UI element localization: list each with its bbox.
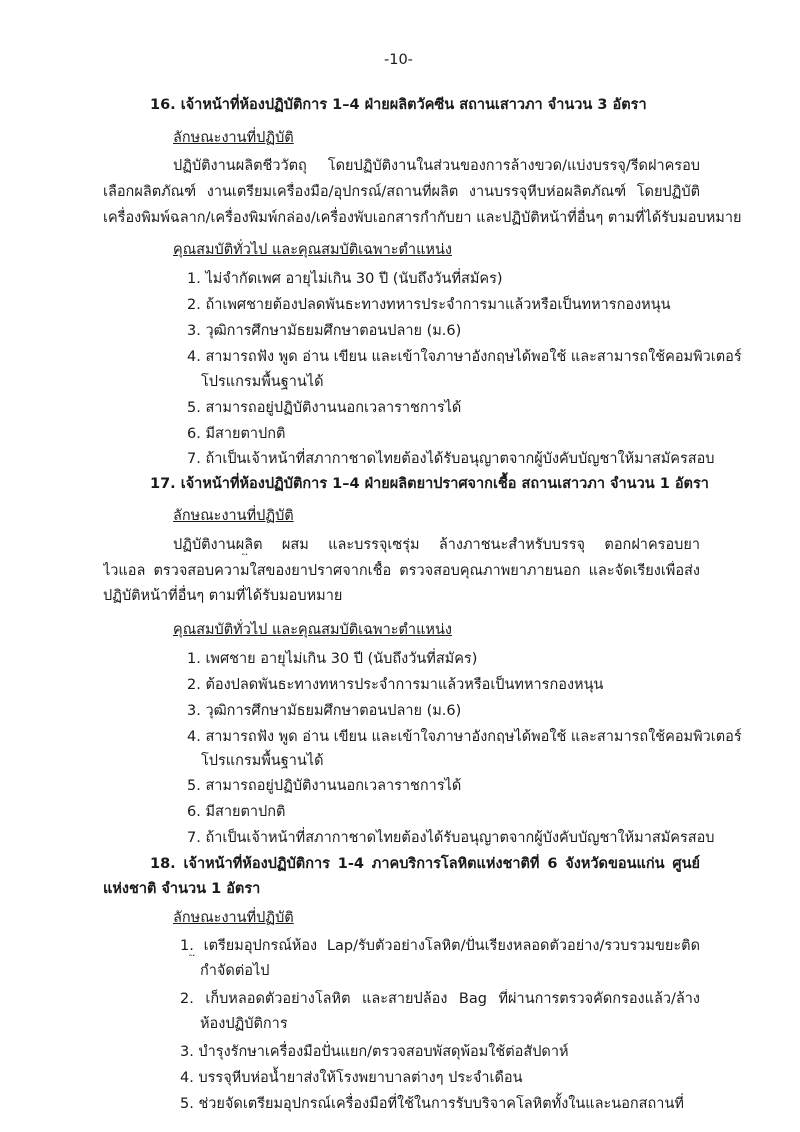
section-18-heading-cont: แห่งชาติ จำนวน 1 อัตรา: [103, 881, 261, 897]
section-18-duty-item: 3. บำรุงรักษาเครื่องมือปั่นแยก/ตรวจสอบพัสดุพ้อมใช้ต่อสัปดาห์: [180, 1044, 569, 1060]
section-16-qual-item: 3. วุฒิการศึกษามัธยมศึกษาตอนปลาย (ม.6): [187, 323, 462, 339]
section-16-qual-item: 7. ถ้าเป็นเจ้าหน้าที่สภากาชาดไทยต้องได้รับอนุญาตจากผู้บังคับบัญชาให้มาสมัครสอบ: [187, 451, 715, 467]
section-18-duty-item-cont: กำจัดต่อไป: [200, 963, 270, 979]
section-17-qual-item: 7. ถ้าเป็นเจ้าหน้าที่สภากาชาดไทยต้องได้รับอนุญาตจากผู้บังคับบัญชาให้มาสมัครสอบ: [187, 830, 715, 846]
section-17-qual-item: 4. สามารถฟัง พูด อ่าน เขียน และเข้าใจภาษาอังกฤษได้พอใช้ และสามารถใช้คอมพิวเตอร์: [187, 729, 742, 745]
section-17-heading: 17. เจ้าหน้าที่ห้องปฏิบัติการ 1–4 ฝ่ายผลิตยาปราศจากเชื้อ สถานเสาวภา จำนวน 1 อัตรา: [150, 476, 709, 492]
section-17-qual-item-cont: โปรแกรมพื้นฐานได้: [201, 753, 324, 769]
section-16-duties-title: ลักษณะงานที่ปฏิบัติ: [173, 130, 294, 146]
section-16-qual-item: 4. สามารถฟัง พูด อ่าน เขียน และเข้าใจภาษาอังกฤษได้พอใช้ และสามารถใช้คอมพิวเตอร์: [187, 349, 742, 365]
section-16-qual-item: 5. สามารถอยู่ปฏิบัติงานนอกเวลาราชการได้: [187, 400, 462, 416]
section-16-heading: 16. เจ้าหน้าที่ห้องปฏิบัติการ 1–4 ฝ่ายผลิตวัคซีน สถานเสาวภา จำนวน 3 อัตรา: [150, 97, 647, 113]
section-18-duty-item: 5. ช่วยจัดเตรียมอุปกรณ์เครื่องมือที่ใช้ในการรับบริจาคโลหิตทั้งในและนอกสถานที่: [180, 1096, 684, 1112]
section-17-qual-item: 3. วุฒิการศึกษามัธยมศึกษาตอนปลาย (ม.6): [187, 703, 462, 719]
section-16-duties-line: ปฏิบัติงานผลิตชีววัตถุ โดยปฏิบัติงานในส่วนของการล้างขวด/แบ่งบรรจุ/รีดฝาครอบ: [173, 158, 700, 174]
section-18-duties-title: ลักษณะงานที่ปฏิบัติ: [173, 910, 294, 926]
section-17-duties-title: ลักษณะงานที่ปฏิบัติ: [173, 508, 294, 524]
section-16-qual-item-cont: โปรแกรมพื้นฐานได้: [201, 374, 324, 390]
section-18-duty-item: 2. เก็บหลอดตัวอย่างโลหิต และสายปล้อง Bag ที่ผ่านการตรวจคัดกรองแล้ว/ล้าง: [180, 991, 700, 1007]
section-17-duties-line: ปฏิบัติงานผลิต ผสม และบรรจุเซรุ่ม ล้างภาชนะสำหรับบรรจุ ตอกฝาครอบยา: [173, 537, 700, 553]
section-17-qual-item: 6. มีสายตาปกติ: [187, 804, 286, 820]
section-16-qual-item: 1. ไม่จำกัดเพศ อายุไม่เกิน 30 ปี (นับถึงวันที่สมัคร): [187, 271, 503, 287]
section-18-heading: 18. เจ้าหน้าที่ห้องปฏิบัติการ 1-4 ภาคบริการโลหิตแห่งชาติที่ 6 จังหวัดขอนแก่น ศูนย์: [150, 856, 700, 872]
section-17-duties-line: ไวแอล ตรวจสอบความใสของยาปราศจากเชื้อ ตรวจสอบคุณภาพยาภายนอก และจัดเรียงเพื่อส่ง: [103, 563, 700, 579]
section-16-qual-item: 2. ถ้าเพศชายต้องปลดพันธะทางทหารประจำการมาแล้วหรือเป็นทหารกองหนุน: [187, 297, 671, 313]
section-18-duty-item: 4. บรรจุหีบห่อน้ำยาส่งให้โรงพยาบาลต่างๆ ประจำเดือน: [180, 1070, 523, 1086]
section-16-qual-item: 6. มีสายตาปกติ: [187, 426, 286, 442]
section-17-qual-item: 5. สามารถอยู่ปฏิบัติงานนอกเวลาราชการได้: [187, 778, 462, 794]
section-18-duty-item: 1. เตรียมอุปกรณ์ห้อง Lap/รับตัวอย่างโลหิต/ปั่นเรียงหลอดตัวอย่าง/รวบรวมขยะติด: [180, 938, 700, 954]
section-16-duties-line: เลือกผลิตภัณฑ์ งานเตรียมเครื่องมือ/อุปกรณ์/สถานที่ผลิต งานบรรจุหีบห่อผลิตภัณฑ์ โดยปฏิบัติ: [103, 184, 700, 200]
section-18-duty-item-cont: ห้องปฏิบัติการ: [200, 1016, 288, 1032]
section-17-qual-item: 1. เพศชาย อายุไม่เกิน 30 ปี (นับถึงวันที่สมัคร): [187, 651, 478, 667]
section-17-qual-item: 2. ต้องปลดพันธะทางทหารประจำการมาแล้วหรือเป็นทหารกองหนุน: [187, 677, 604, 693]
section-17-qual-title: คุณสมบัติทั่วไป และคุณสมบัติเฉพาะตำแหน่ง: [173, 622, 452, 638]
section-16-qual-title: คุณสมบัติทั่วไป และคุณสมบัติเฉพาะตำแหน่ง: [173, 242, 452, 258]
section-17-duties-line: ปฏิบัติหน้าที่อื่นๆ ตามที่ได้รับมอบหมาย: [103, 588, 343, 604]
section-16-duties-line: เครื่องพิมพ์ฉลาก/เครื่องพิมพ์กล่อง/เครื่องพับเอกสารกำกับยา และปฏิบัติหน้าที่อื่นๆ ตามที่ได้รับมอบหมาย: [103, 210, 742, 226]
page-number: -10-: [384, 52, 413, 68]
